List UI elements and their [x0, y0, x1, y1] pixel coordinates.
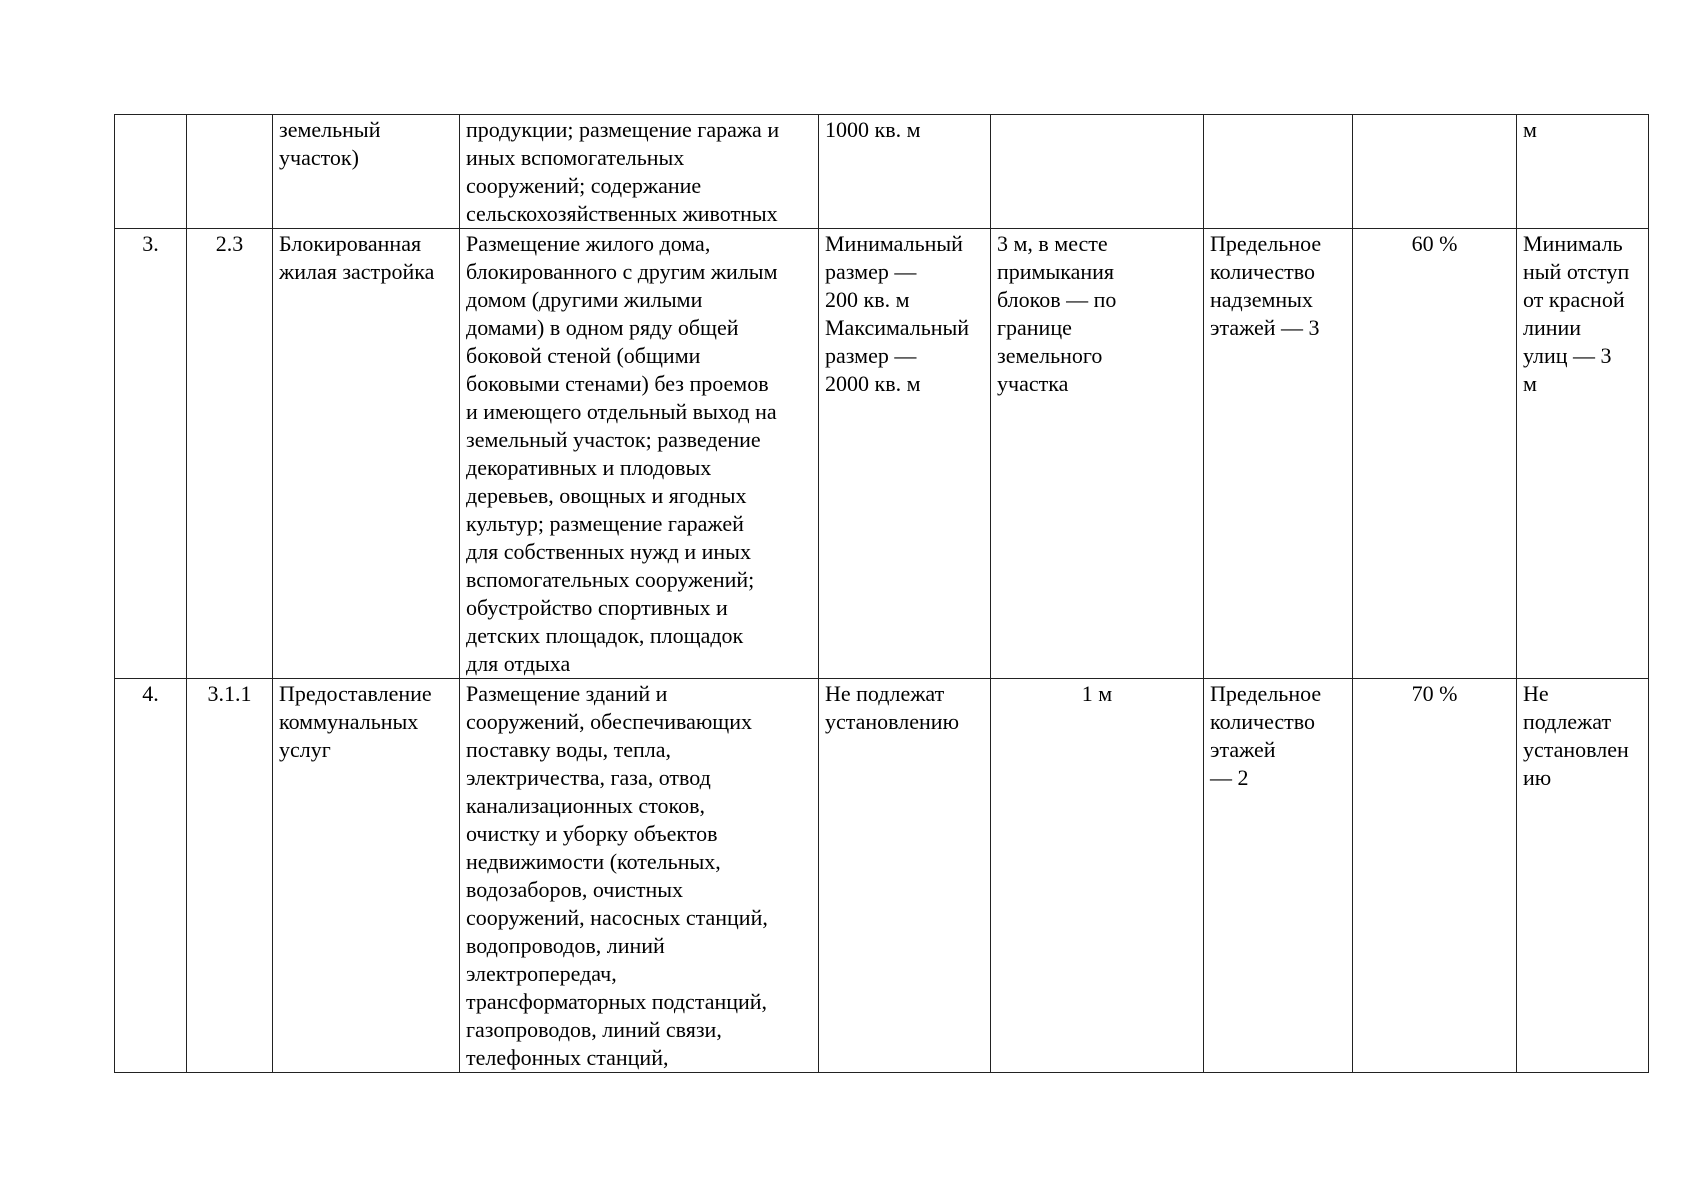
red-line-cell	[1517, 229, 1649, 679]
setback-cell	[991, 115, 1204, 229]
coverage-cell	[1353, 679, 1517, 1073]
plot-size: Не подлежат установлению	[825, 681, 960, 734]
plot-size: Минимальный размер — 200 кв. м Максимальный размер — 2000 кв. м	[825, 231, 970, 396]
use-name-cell	[273, 115, 460, 229]
use-code-cell	[187, 679, 273, 1073]
row-number: 3.	[142, 231, 159, 256]
coverage: 60 %	[1411, 231, 1458, 256]
coverage: 70 %	[1411, 681, 1458, 706]
use-description: Размещение зданий и сооружений, обеспечивающих поставку воды, тепла, электричества, газа, отвод канализационных стоков, очистку и уборку объектов недвижимости (котельных, водозаборов, очистных сооружений, насосных станций, водопроводов, линий электропередач, трансформаторных подстанций, газопроводов, линий связи, телефонных станций,	[466, 681, 768, 1070]
plot-size: 1000 кв. м	[825, 117, 921, 142]
plot-size-cell	[819, 679, 991, 1073]
floors-cell	[1204, 229, 1353, 679]
plot-size-cell	[819, 229, 991, 679]
use-name-cell	[273, 679, 460, 1073]
floors: Предельное количество этажей — 2	[1210, 681, 1322, 790]
use-description: продукции; размещение гаража и иных вспомогательных сооружений; содержание сельскохозяйственных животных	[466, 117, 780, 226]
red-line-setback: Минималь ный отступ от красной линии улиц — 3 м	[1523, 231, 1630, 396]
table-row	[115, 679, 1649, 1073]
row-number-cell	[115, 679, 187, 1073]
use-code-cell	[187, 229, 273, 679]
setback-cell	[991, 679, 1204, 1073]
row-number-cell	[115, 229, 187, 679]
red-line-setback: Не подлежат установлен ию	[1523, 681, 1629, 790]
use-name: земельный участок)	[279, 117, 381, 170]
use-description-cell	[460, 679, 819, 1073]
floors-cell	[1204, 115, 1353, 229]
table-row	[115, 229, 1649, 679]
use-name: Блокированная жилая застройка	[279, 231, 435, 284]
use-description-cell	[460, 229, 819, 679]
use-description: Размещение жилого дома, блокированного с другим жилым домом (другими жилыми домами) в одном ряду общей боковой стеной (общими боковыми стенами) без проемов и имеющего отдельный выход на земельный участок; разведение декоративных и плодовых деревьев, овощных и ягодных культур; размещение гаражей для собственных нужд и иных вспомогательных сооружений; обустройство спортивных и детских площадок, площадок для отдыха	[466, 231, 778, 676]
setback-cell	[991, 229, 1204, 679]
coverage-cell	[1353, 115, 1517, 229]
floors-cell	[1204, 679, 1353, 1073]
use-name-cell	[273, 229, 460, 679]
row-number: 4.	[142, 681, 159, 706]
red-line-setback: м	[1523, 117, 1537, 142]
floors: Предельное количество надземных этажей — 3	[1210, 231, 1322, 340]
setback: 3 м, в месте примыкания блоков — по границе земельного участка	[997, 231, 1117, 396]
red-line-cell	[1517, 115, 1649, 229]
red-line-cell	[1517, 679, 1649, 1073]
plot-size-cell	[819, 115, 991, 229]
table-row	[115, 115, 1649, 229]
zoning-table	[114, 114, 1649, 1073]
use-code: 2.3	[215, 231, 244, 256]
use-description-cell	[460, 115, 819, 229]
coverage-cell	[1353, 229, 1517, 679]
setback: 1 м	[1081, 681, 1113, 706]
use-code: 3.1.1	[207, 681, 252, 706]
use-name: Предоставление коммунальных услуг	[279, 681, 432, 762]
row-number-cell	[115, 115, 187, 229]
use-code-cell	[187, 115, 273, 229]
